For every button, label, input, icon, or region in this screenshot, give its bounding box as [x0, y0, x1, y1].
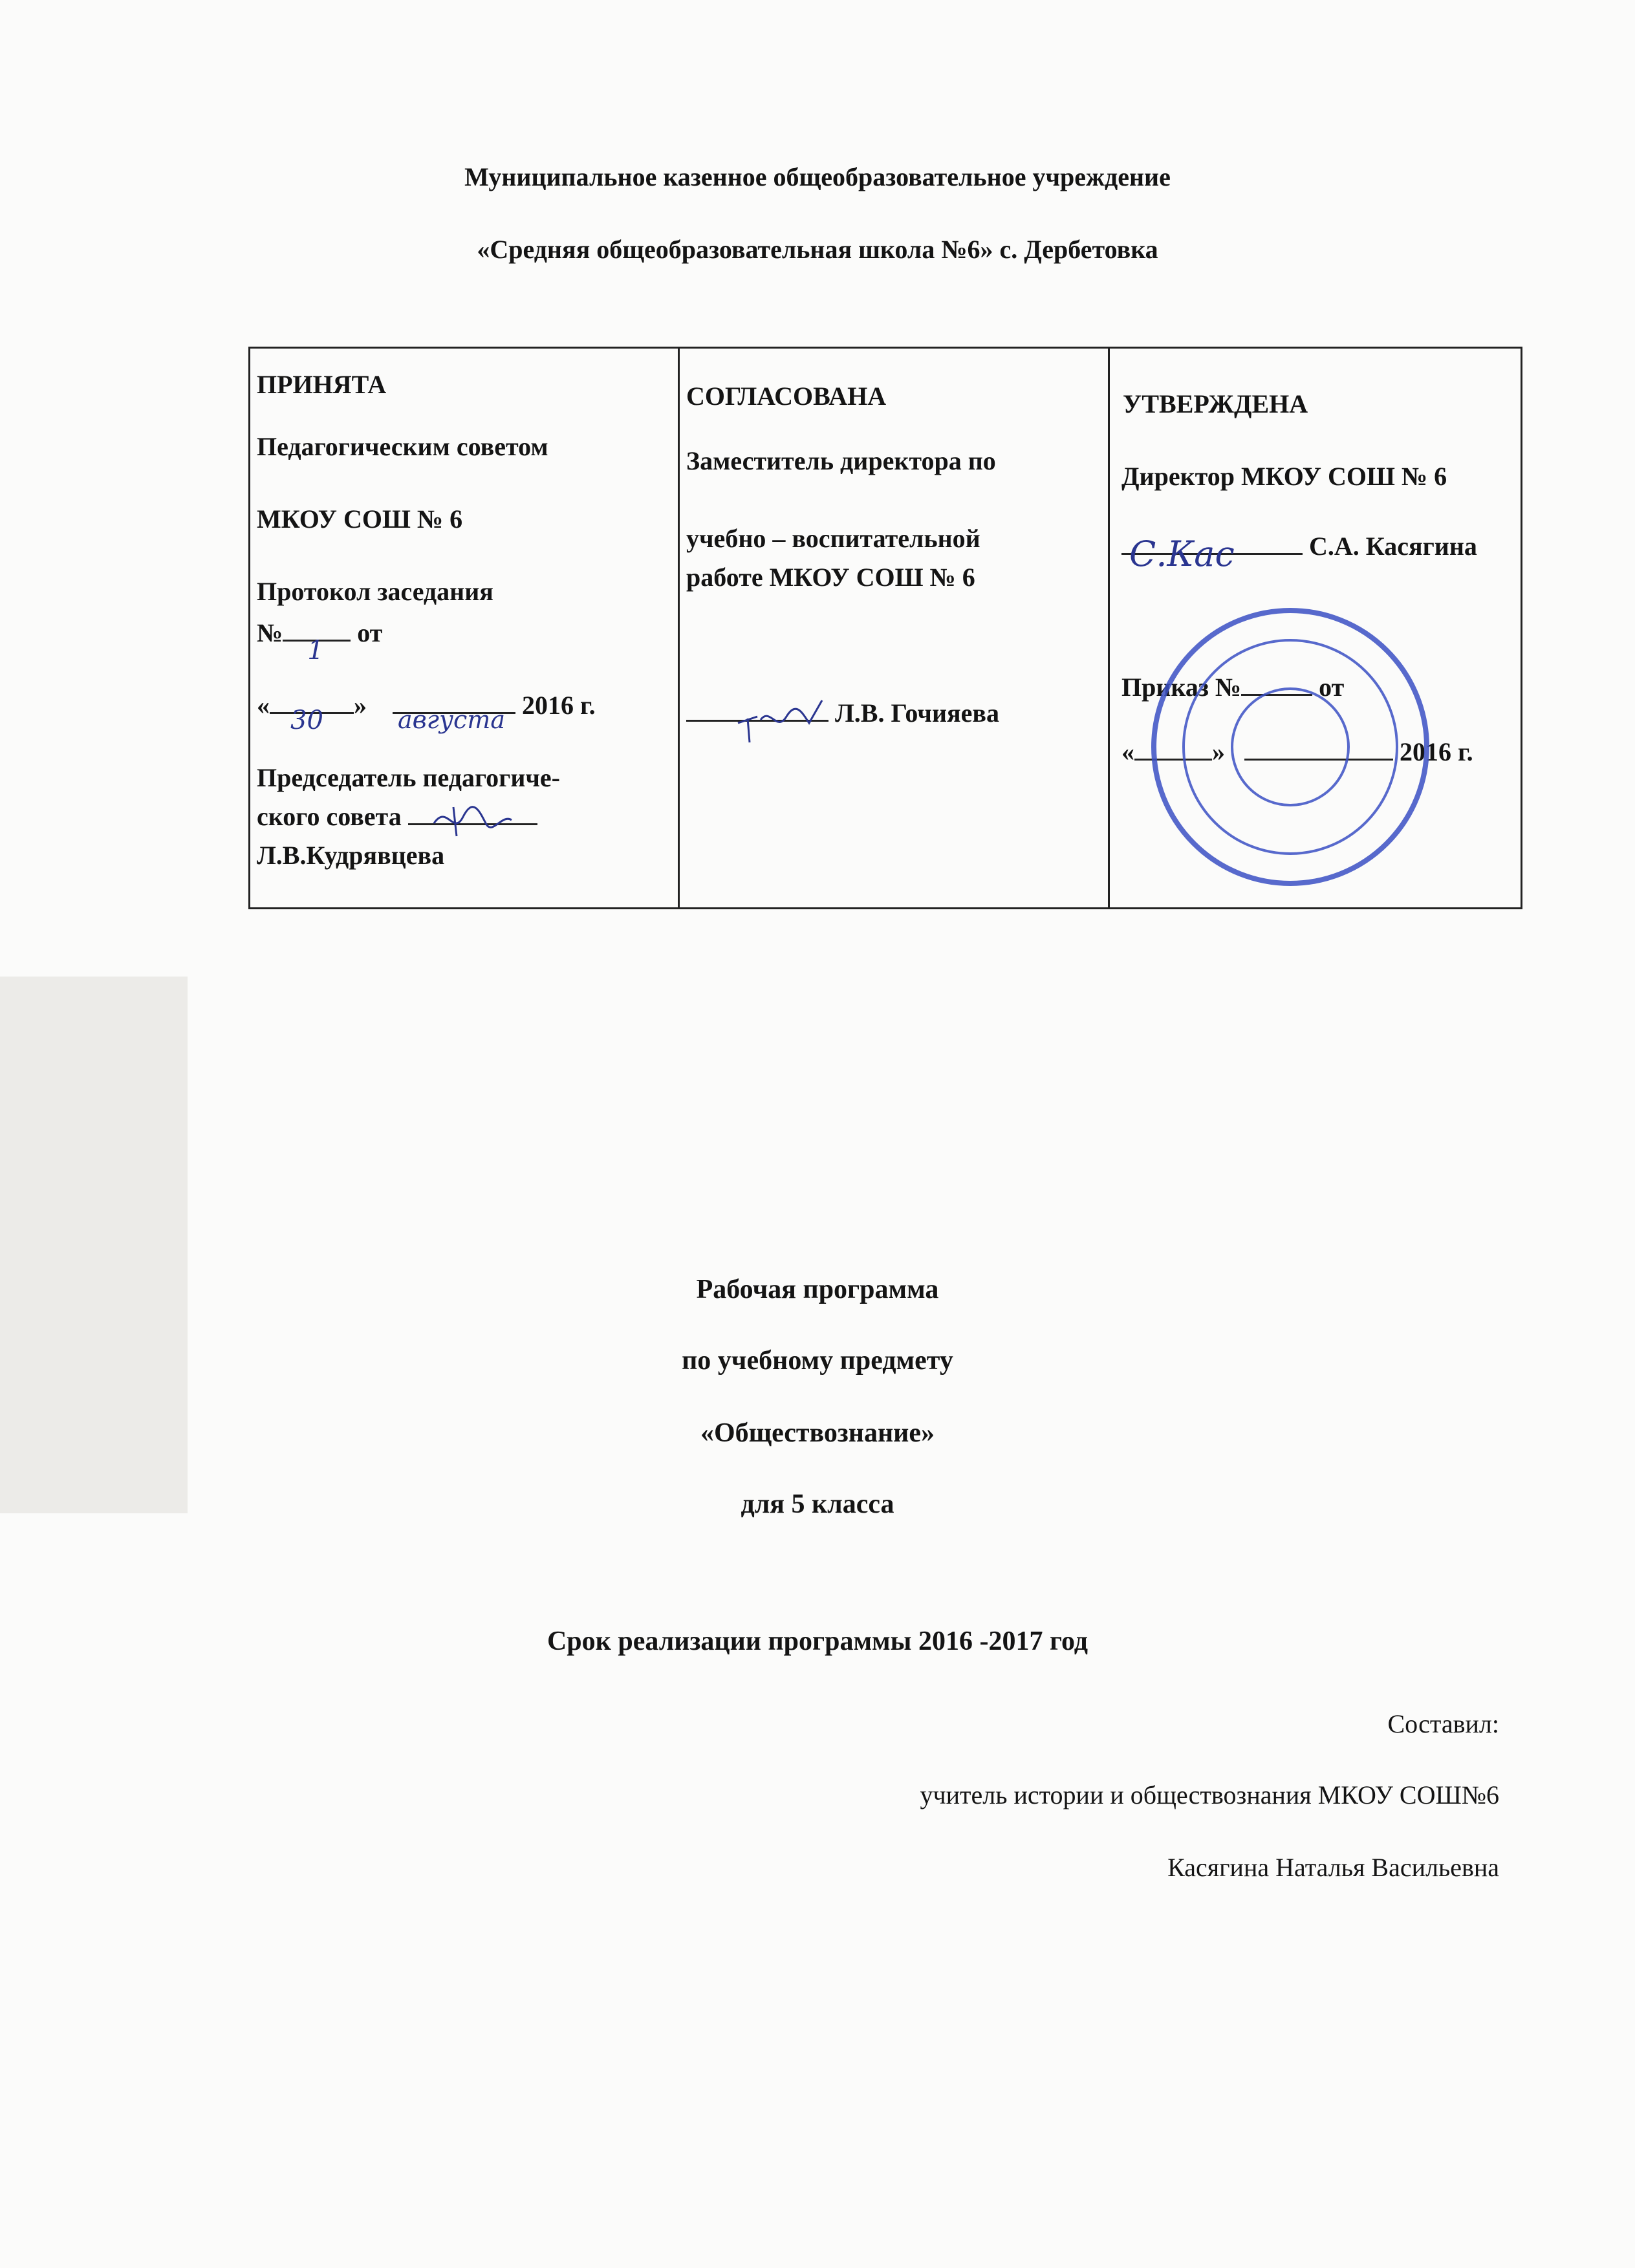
- org-line-1: Муниципальное казенное общеобразовательное учреждение: [464, 162, 1171, 191]
- agreed-line2: учебно – воспитательной: [686, 524, 980, 553]
- chair-line1: Председатель педагогиче-: [257, 763, 561, 792]
- agreed-signature: [731, 694, 828, 746]
- date-close-quote: »: [354, 691, 367, 720]
- protocol-number-blank: [283, 636, 351, 665]
- author-name: Касягина Наталья Васильевна: [1167, 1853, 1499, 1882]
- protocol-number-handwritten: 1: [307, 636, 324, 665]
- agreed-line1: Заместитель директора по: [686, 446, 996, 475]
- org-line-2: «Средняя общеобразовательная школа №6» с. Дербетовка: [477, 235, 1158, 264]
- agreed-signature-line: [686, 698, 999, 728]
- agreed-name: Л.В. Гочияева: [835, 698, 999, 728]
- program-grade: для 5 класса: [741, 1489, 894, 1519]
- director-signature: С.Кас: [1129, 534, 1235, 574]
- program-subject-line: по учебному предмету: [682, 1346, 953, 1376]
- approval-col-accepted: [250, 349, 678, 907]
- author-label: Составил:: [1387, 1709, 1499, 1738]
- order-suffix: от: [1319, 673, 1345, 702]
- chair-label: ского совета: [257, 802, 402, 831]
- director-signature-line: [1121, 531, 1477, 574]
- approved-line1: Директор МКОУ СОШ № 6: [1121, 462, 1447, 491]
- chair-name: Л.В.Кудрявцева: [257, 841, 445, 870]
- agreed-signature-blank: [686, 720, 828, 722]
- agreed-line3: работе МКОУ СОШ № 6: [686, 563, 975, 592]
- date-day-blank: [270, 706, 354, 735]
- official-seal: [1151, 608, 1429, 886]
- approval-col-agreed: [680, 349, 1108, 907]
- order-date-year: 2016 г.: [1400, 737, 1473, 766]
- agreed-heading: СОГЛАСОВАНА: [686, 382, 887, 411]
- director-signature-blank: [1121, 534, 1303, 574]
- date-year: 2016 г.: [522, 691, 596, 720]
- chair-line2: [257, 801, 537, 832]
- protocol-number-prefix: №: [257, 618, 283, 647]
- accepted-heading: ПРИНЯТА: [257, 370, 387, 399]
- program-term: Срок реализации программы 2016 -2017 год: [547, 1626, 1088, 1656]
- accepted-line2: МКОУ СОШ № 6: [257, 504, 463, 534]
- order-label: Приказ №: [1121, 673, 1242, 702]
- chair-signature: [428, 797, 518, 843]
- protocol-date-line: [257, 690, 596, 735]
- chair-signature-blank: [408, 823, 537, 825]
- order-date-close: »: [1212, 737, 1225, 766]
- program-title: Рабочая программа: [696, 1275, 939, 1304]
- date-month-handwritten: августа: [398, 706, 505, 734]
- protocol-number-suffix: от: [357, 618, 383, 647]
- date-month-blank: [393, 706, 515, 734]
- accepted-line3: Протокол заседания: [257, 577, 493, 606]
- director-name: С.А. Касягина: [1309, 532, 1477, 561]
- protocol-number-line: [257, 618, 383, 665]
- date-open-quote: «: [257, 691, 270, 720]
- approved-heading: УТВЕРЖДЕНА: [1123, 389, 1308, 418]
- author-position: учитель истории и обществознания МКОУ СОШ№6: [920, 1780, 1499, 1809]
- accepted-line1: Педагогическим советом: [257, 432, 548, 461]
- program-subject: «Обществознание»: [700, 1418, 935, 1448]
- date-day-handwritten: 30: [290, 706, 323, 735]
- order-date-open: «: [1121, 737, 1134, 766]
